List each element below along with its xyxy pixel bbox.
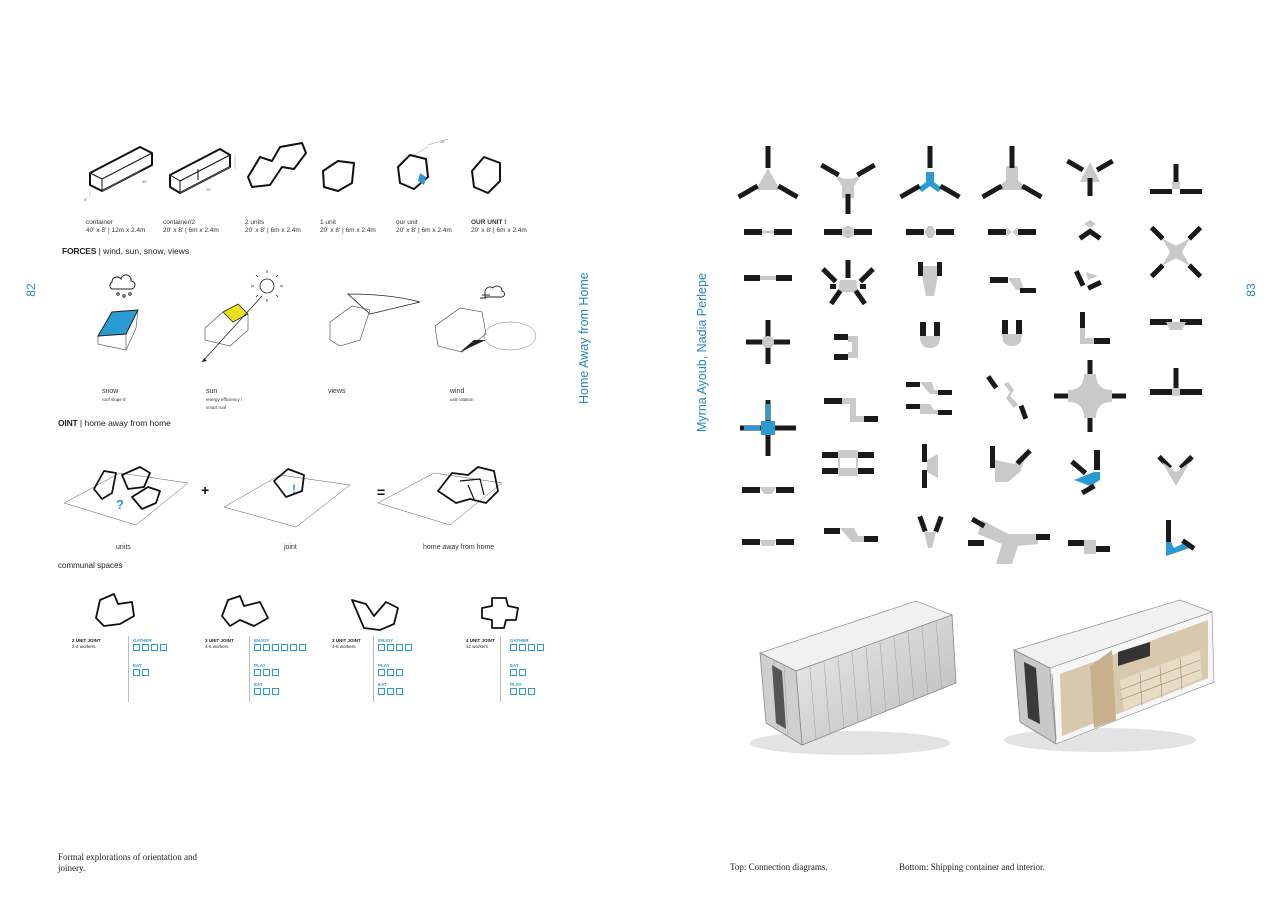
- communal-group-4: 4 UNIT JOINT 12 workers: [466, 638, 495, 649]
- page-number-left: 82: [24, 283, 38, 297]
- communal-group-1: 2 UNIT JOINT 2-4 workers: [72, 638, 101, 649]
- communal-spaces-heading: communal spaces: [58, 561, 123, 570]
- joint-label-joint: joint: [284, 544, 297, 551]
- communal-activities-3: ENJOY PLAY EAT: [378, 638, 414, 695]
- caption-right-top: Top: Connection diagrams.: [730, 862, 828, 872]
- dim-mark-b: 40': [142, 179, 148, 184]
- joint-label-home: home away from home: [423, 544, 495, 551]
- dim-mark-a: 8': [84, 197, 87, 202]
- caption-right-bottom: Bottom: Shipping container and interior.: [899, 862, 1045, 872]
- shipping-container-interior-render: [1000, 590, 1224, 765]
- unit-label-container-half: container/2 20' x 8' | 6m x 2.4m: [163, 219, 219, 234]
- communal-divider-2: [249, 636, 250, 702]
- equals-operator: =: [377, 484, 386, 500]
- left-page-vertical-title: Home Away from Home: [577, 272, 591, 404]
- right-page-vertical-title: Myrna Ayoub, Nadia Perlepe: [695, 273, 709, 432]
- unit-label-2-units: 2 units 20' x 8' | 6m x 2.4m: [245, 219, 301, 234]
- sun-icon: [251, 270, 283, 302]
- page-number-right: 83: [1244, 283, 1258, 297]
- unit-evolution-diagrams: [80, 125, 540, 215]
- communal-activities-2: ENJOY PLAY EAT: [254, 638, 308, 695]
- communal-activities-4: GATHER EAT PLAY: [510, 638, 546, 695]
- question-mark: ?: [116, 497, 124, 512]
- plus-operator: +: [201, 482, 210, 498]
- joint-label-units: units: [116, 544, 131, 551]
- joint-heading: OINT | home away from home: [58, 418, 171, 428]
- communal-divider-1: [128, 636, 129, 702]
- joint-diagrams: [60, 455, 500, 535]
- force-label-sun: sun energy efficiency / smart roof: [206, 388, 243, 410]
- dim-mark-c: 20': [206, 187, 212, 192]
- force-label-views: views: [328, 388, 346, 395]
- forces-diagrams: [90, 270, 550, 370]
- shipping-container-exterior-render: [740, 595, 980, 765]
- communal-group-2: 3 UNIT JOINT 4-6 workers: [205, 638, 234, 649]
- force-label-wind: wind unit rotation: [450, 388, 474, 402]
- communal-divider-4: [500, 636, 501, 702]
- unit-label-1-unit: 1 unit 20' x 8' | 6m x 2.4m: [320, 219, 376, 234]
- communal-activities-1: GATHER EAT: [133, 638, 169, 676]
- unit-label-our-unit-bold: OUR UNIT ! 20' x 8' | 6m x 2.4m: [471, 219, 527, 234]
- force-label-snow: snow roof slope 5': [102, 388, 127, 402]
- forces-heading: FORCES | wind, sun, snow, views: [62, 246, 190, 256]
- dim-mark-d: 10': [440, 139, 446, 144]
- communal-divider-3: [373, 636, 374, 702]
- communal-group-3: 3 UNIT JOINT 4-6 workers: [332, 638, 361, 649]
- snow-cloud-icon: [110, 275, 135, 297]
- connection-diagrams-grid: [734, 140, 1214, 570]
- wind-icon: [480, 286, 505, 298]
- unit-label-container: container 40' x 8' | 12m x 2.4m: [86, 219, 146, 234]
- caption-left: Formal explorations of orientation and joinery.: [58, 852, 197, 873]
- communal-joint-shapes: [90, 588, 550, 632]
- unit-label-our-unit: our unit 20' x 8' | 6m x 2.4m: [396, 219, 452, 234]
- exclaim-mark: !: [292, 482, 296, 496]
